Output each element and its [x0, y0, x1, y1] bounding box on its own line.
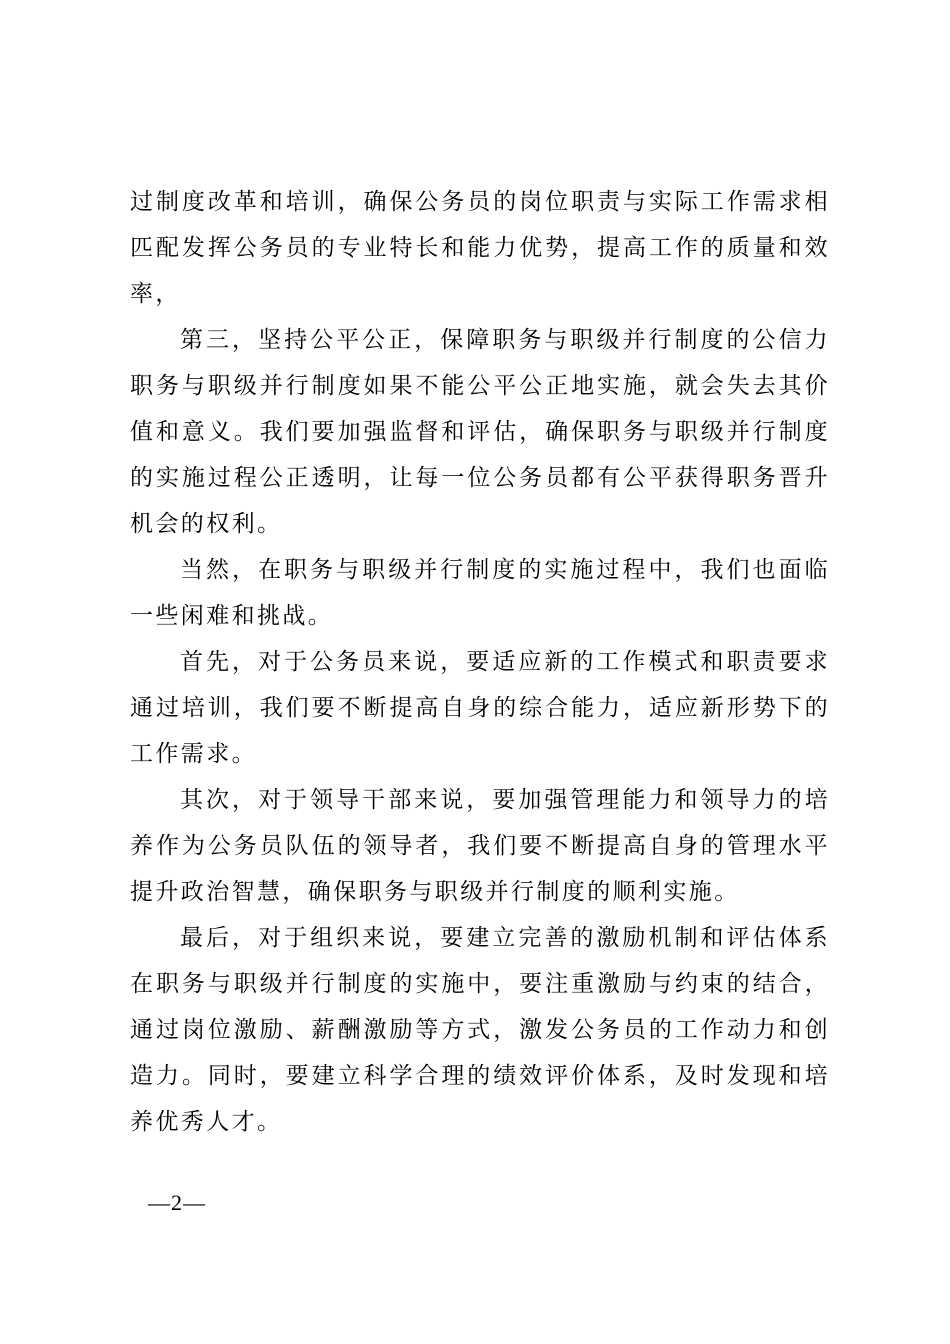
paragraph-second-challenge: 其次，对于领导干部来说，要加强管理能力和领导力的培养作为公务员队伍的领导者，我们要不断提高自身的管理水平提升政治智慧，确保职务与职级并行制度的顺利实施。	[130, 787, 830, 905]
paragraph-last-challenge: 最后，对于组织来说，要建立完善的激励机制和评估体系在职务与职级并行制度的实施中，要注重激励与约束的结合，通过岗位激励、薪酬激励等方式，激发公务员的工作动力和创造力。同时，要建立科学合理的绩效评价体系，及时发现和培养优秀人才。	[130, 925, 830, 1135]
paragraph-challenges-intro: 当然，在职务与职级并行制度的实施过程中，我们也面临一些闲难和挑战。	[130, 557, 830, 629]
paragraph-continuation: 过制度改革和培训，确保公务员的岗位职责与实际工作需求相匹配发挥公务员的专业特长和能力优势，提高工作的质量和效率，	[130, 189, 830, 307]
page-number: —2—	[148, 1190, 206, 1215]
paragraph-third-point: 第三，坚持公平公正，保障职务与职级并行制度的公信力职务与职级并行制度如果不能公平公正地实施，就会失去其价值和意义。我们要加强监督和评估，确保职务与职级并行制度的实施过程公正透明，让每一位公务员都有公平获得职务晋升机会的权利。	[130, 327, 830, 537]
body-text	[130, 179, 830, 1145]
paragraph-first-challenge: 首先，对于公务员来说，要适应新的工作模式和职责要求通过培训，我们要不断提高自身的综合能力，适应新形势下的工作需求。	[130, 649, 830, 767]
